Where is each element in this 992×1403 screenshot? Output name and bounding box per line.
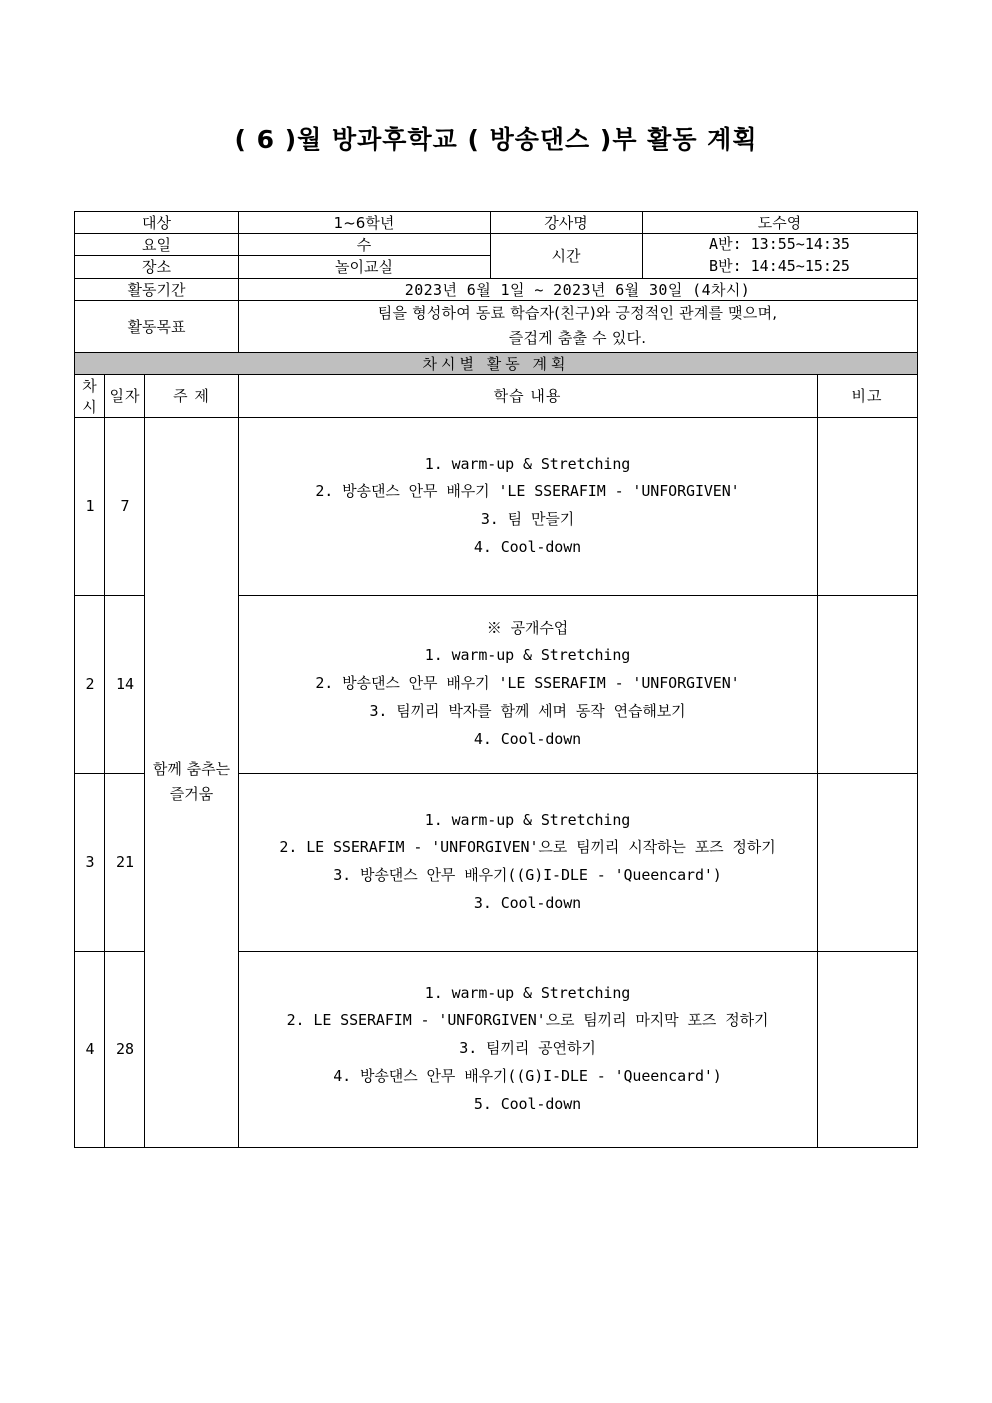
column-header-session: 차시	[75, 374, 105, 417]
value-day: 수	[238, 234, 490, 256]
section-band-label: 차시별 활동 계획	[75, 352, 917, 374]
content-line: 2. LE SSERAFIM - 'UNFORGIVEN'으로 팀끼리 마지막 포즈 정하기	[286, 1011, 769, 1030]
content-line: 2. 방송댄스 안무 배우기 'LE SSERAFIM - 'UNFORGIVEN'	[315, 674, 740, 693]
session-date-1: 7	[105, 417, 145, 595]
label-time: 시간	[490, 234, 642, 279]
value-time	[642, 234, 917, 279]
page-title: ( 6 )월 방과후학교 ( 방송댄스 )부 활동 계획	[234, 125, 758, 154]
value-period: 2023년 6월 1일 ~ 2023년 6월 30일 (4차시)	[238, 278, 917, 300]
time-line-a: A반: 13:55~14:35	[709, 235, 850, 253]
label-goal: 활동목표	[75, 300, 238, 352]
table-row-column-headers	[75, 374, 917, 417]
label-period: 활동기간	[75, 278, 238, 300]
session-date-2: 14	[105, 595, 145, 773]
session-number-1: 1	[75, 417, 105, 595]
label-place: 장소	[75, 256, 238, 278]
label-teacher: 강사명	[490, 212, 642, 234]
content-line: 4. Cool-down	[473, 537, 582, 556]
content-line: 2. 방송댄스 안무 배우기 'LE SSERAFIM - 'UNFORGIVEN'	[315, 482, 740, 501]
session-note-2	[817, 595, 917, 773]
content-line: 1. warm-up & Stretching	[424, 810, 631, 829]
content-line: 3. 팀 만들기	[480, 510, 575, 528]
content-line: 4. Cool-down	[473, 729, 582, 748]
table-row-goal	[75, 300, 917, 352]
value-teacher: 도수영	[642, 212, 917, 234]
session-note-4	[817, 951, 917, 1147]
table-row-target	[75, 212, 917, 234]
label-day: 요일	[75, 234, 238, 256]
label-target: 대상	[75, 212, 238, 234]
session-number-4: 4	[75, 951, 105, 1147]
theme-line-2: 즐거움	[169, 785, 214, 803]
table-row-section-band	[75, 352, 917, 374]
session-note-3	[817, 773, 917, 951]
value-target: 1~6학년	[238, 212, 490, 234]
column-header-content: 학습 내용	[238, 374, 817, 417]
session-content-1	[238, 417, 817, 595]
goal-line-1: 팀을 형성하여 동료 학습자(친구)와 긍정적인 관계를 맺으며,	[377, 303, 778, 322]
content-line: 2. LE SSERAFIM - 'UNFORGIVEN'으로 팀끼리 시작하는 포즈 정하기	[279, 838, 776, 857]
column-header-theme: 주 제	[145, 374, 238, 417]
goal-line-2: 즐겁게 춤출 수 있다.	[508, 329, 647, 347]
table-row-day	[75, 234, 917, 256]
content-line: ※ 공개수업	[486, 618, 569, 637]
theme-cell	[145, 417, 238, 1147]
content-line: 1. warm-up & Stretching	[424, 454, 631, 473]
value-goal	[238, 300, 917, 352]
value-place: 놀이교실	[238, 256, 490, 278]
table-row-period	[75, 278, 917, 300]
session-number-2: 2	[75, 595, 105, 773]
content-line: 3. Cool-down	[473, 893, 582, 912]
session-date-4: 28	[105, 951, 145, 1147]
session-content-4	[238, 951, 817, 1147]
session-date-3: 21	[105, 773, 145, 951]
content-line: 1. warm-up & Stretching	[424, 646, 631, 665]
content-line: 5. Cool-down	[473, 1094, 582, 1113]
session-content-3	[238, 773, 817, 951]
column-header-note: 비고	[817, 374, 917, 417]
content-line: 1. warm-up & Stretching	[424, 983, 631, 1002]
session-note-1	[817, 417, 917, 595]
session-number-3: 3	[75, 773, 105, 951]
content-line: 3. 방송댄스 안무 배우기((G)I-DLE - 'Queencard')	[333, 866, 722, 884]
content-line: 3. 팀끼리 공연하기	[459, 1039, 596, 1058]
activity-plan-table	[74, 211, 917, 1148]
session-content-2	[238, 595, 817, 773]
content-line: 3. 팀끼리 박자를 함께 세며 동작 연습해보기	[369, 701, 686, 720]
time-line-b: B반: 14:45~15:25	[709, 256, 850, 275]
theme-line-1: 함께 춤추는	[152, 759, 231, 778]
column-header-date: 일자	[105, 374, 145, 417]
table-row-session-1	[75, 417, 917, 595]
content-line: 4. 방송댄스 안무 배우기((G)I-DLE - 'Queencard')	[333, 1066, 722, 1085]
